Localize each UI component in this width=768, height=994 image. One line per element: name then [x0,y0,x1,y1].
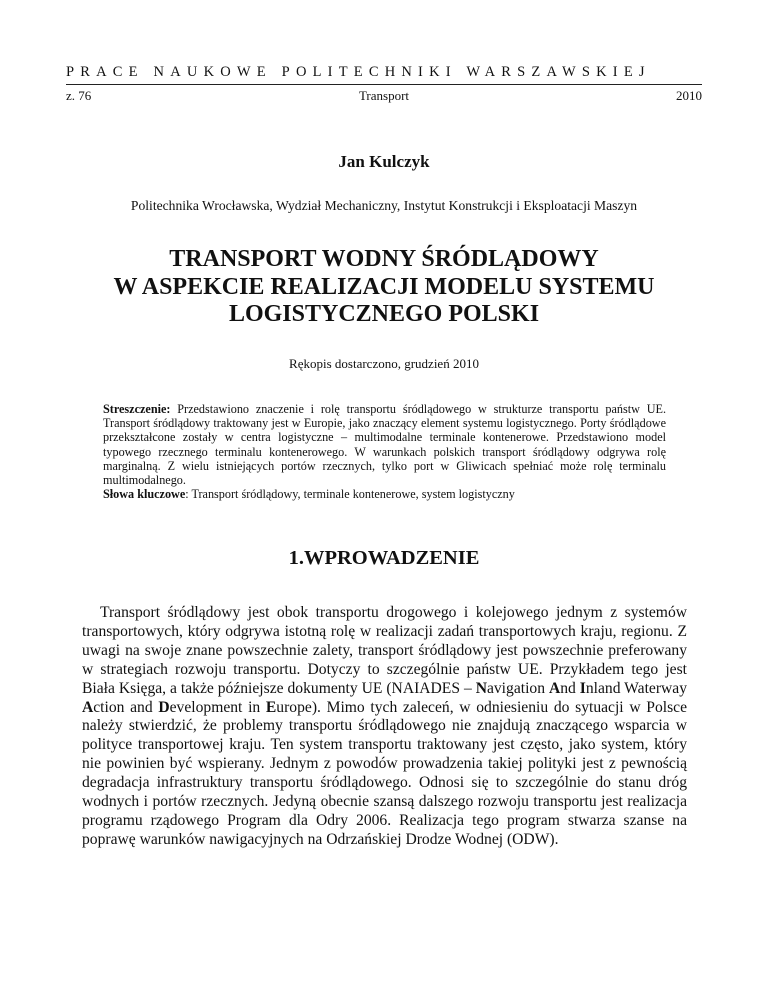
acronym-letter: A [548,679,561,697]
acronym-letter: I [579,679,586,697]
journal-section: Transport [358,88,410,103]
acronym-word: ction and [93,698,159,716]
acronym-letter: A [82,698,94,716]
paper-title [0,246,768,329]
abstract [103,402,666,501]
publication-year: 2010 [676,88,702,103]
acronym-word: nd [560,679,580,697]
header-rule [66,84,702,85]
acronym-letter: N [475,679,487,697]
author-affiliation: Politechnika Wrocławska, Wydział Mechaniczny, Instytut Konstrukcji i Eksploatacji Maszyn [130,198,638,213]
body-text: ). Mimo tych zaleceń, w odniesieniu do sytuacji w Polsce należy stwierdzić, że problemy transportu śródlądowego nie znajdują znaczącego wsparcia w polityce transportowej kraju. Ten system transportu traktowany jest często, jako system, który nie powinien być wspierany. Jednym z powodów prowadzenia takiej polityki jest z pewnością degradacja infrastruktury transportu śródlądowego. Odnosi się to szczególnie do stanu dróg wodnych i portów rzecznych. Jedyną obecnie szansą dalszego rozwoju transportu jest realizacja programu rządowego Program dla Odry 2006. Realizacja tego program stwarza szanse na poprawę warunków nawigacyjnych na Odrzańskiej Drodze Wodnej (ODW). [82,698,687,848]
acronym-word: evelopment in [169,698,266,716]
body-paragraph [82,604,687,850]
acronym-word: urope [276,698,312,716]
issue-number: z. 76 [66,88,92,103]
section-number: 1. [288,547,304,569]
acronym-letter: D [158,698,170,716]
title-line: W ASPEKCIE REALIZACJI MODELU SYSTEMU [113,273,655,300]
acronym-letter: E [265,698,277,716]
acronym-word: avigation [486,679,549,697]
abstract-text: Przedstawiono znaczenie i rolę transportu śródlądowego w strukturze transportu państw UE. Transport śródlądowy traktowany jest w Europie, jako znaczący element systemu logistycznego. Porty śródlądowe przekształcone zostały w centra logistyczne – multimodalne terminale kontenerowe. Przedstawiono model typowego rzecznego terminalu kontenerowego. W warunkach polskich transport śródlądowy odgrywa rolę marginalną. Z wielu istniejących portów rzecznych, tylko port w Gliwicach spełniać może rolę terminalu multimodalnego. [103,402,666,488]
received-date: Rękopis dostarczono, grudzień 2010 [289,356,479,371]
body-text: Transport śródlądowy jest obok transportu drogowego i kolejowego jednym z systemów transportowych, który odgrywa istotną rolę w realizacji zadań transportowych kraju, regionu. Z uwagi na swoje znane powszechnie zalety, transport śródlądowy jest powszechnie preferowany w strategiach rozwoju transportu. Dotyczy to szczególnie państw UE. Przykładem tego jest Biała Księga, a także późniejsze dokumenty UE (NAIADES – [82,604,687,697]
author-name: Jan Kulczyk [338,152,430,171]
abstract-label: Streszczenie: [103,402,171,416]
keywords-label: Słowa kluczowe [103,487,186,502]
title-line: LOGISTYCZNEGO POLSKI [228,301,540,327]
section-title: WPROWADZENIE [303,547,480,569]
journal-series-title: PRACE NAUKOWE POLITECHNIKI WARSZAWSKIEJ [66,64,651,80]
keywords-text: : Transport śródlądowy, terminale kontenerowe, system logistyczny [185,487,515,502]
acronym-word: nland Waterway [585,679,687,697]
title-line: TRANSPORT WODNY ŚRÓDLĄDOWY [169,246,599,272]
section-heading [0,547,768,570]
